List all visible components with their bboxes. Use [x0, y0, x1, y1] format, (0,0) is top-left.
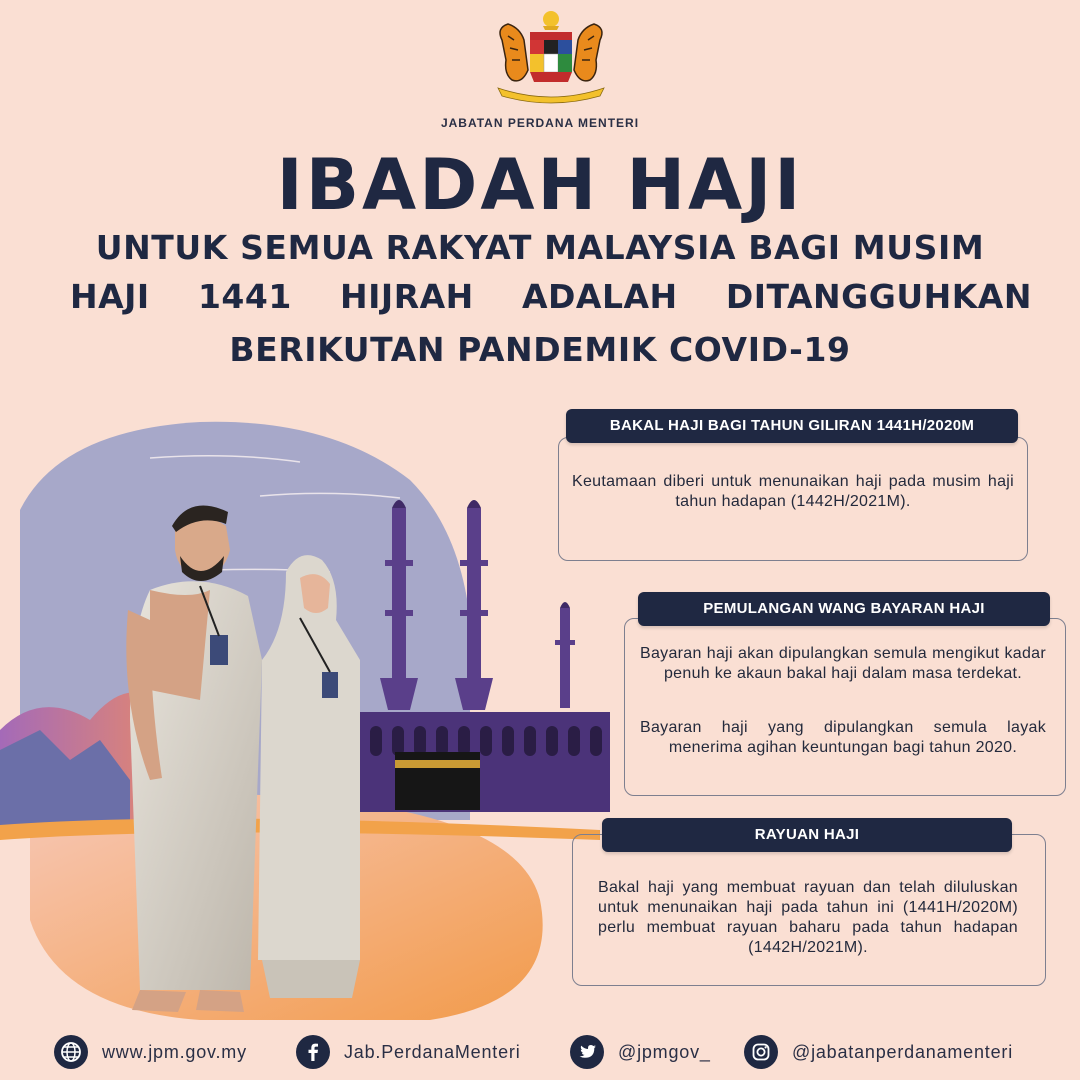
twitter-label: @jpmgov_ — [618, 1041, 711, 1062]
facebook-label: Jab.PerdanaMenteri — [344, 1041, 521, 1062]
panel-text: Bayaran haji akan dipulangkan semula mengikut kadar penuh ke akaun bakal haji dalam masa terdekat. — [640, 645, 1046, 682]
twitter-icon — [570, 1035, 604, 1069]
agency-name: JABATAN PERDANA MENTERI — [440, 116, 640, 130]
facebook-icon — [296, 1035, 330, 1069]
subtitle-line-2 — [70, 269, 1032, 325]
pilgrims-illustration — [0, 400, 640, 1020]
panel-tag: RAYUAN HAJI — [602, 818, 1012, 852]
panel-tag: BAKAL HAJI BAGI TAHUN GILIRAN 1441H/2020M — [566, 409, 1018, 443]
website-label: www.jpm.gov.my — [102, 1041, 247, 1062]
footer-social-bar — [0, 1022, 1080, 1080]
instagram-icon — [744, 1035, 778, 1069]
facebook-link[interactable] — [296, 1034, 521, 1070]
subtitle-line-1: UNTUK SEMUA RAKYAT MALAYSIA BAGI MUSIM — [95, 228, 985, 267]
page-title: IBADAH HAJI — [276, 144, 804, 226]
subtitle-word: HIJRAH — [340, 277, 474, 316]
instagram-label: @jabatanperdanamenteri — [792, 1041, 1014, 1062]
panel-text: Keutamaan diberi untuk menunaikan haji pada musim haji tahun hadapan (1442H/2021M). — [572, 473, 1014, 510]
twitter-link[interactable] — [570, 1034, 711, 1070]
subtitle-line-3: BERIKUTAN PANDEMIK COVID-19 — [229, 330, 851, 369]
panel-text: Bayaran haji yang dipulangkan semula layak menerima agihan keuntungan bagi tahun 2020. — [640, 719, 1046, 756]
subtitle-word: 1441 — [197, 277, 292, 316]
subtitle-word: DITANGGUHKAN — [725, 277, 1032, 316]
coat-of-arms-emblem — [490, 10, 612, 110]
panel-tag: PEMULANGAN WANG BAYARAN HAJI — [638, 592, 1050, 626]
globe-icon — [54, 1035, 88, 1069]
subtitle-word: HAJI — [70, 277, 150, 316]
panel-text: Bakal haji yang membuat rayuan dan telah diluluskan untuk menunaikan haji pada tahun ini (1441H/2020M) perlu membuat rayuan baharu pada tahun hadapan (1442H/2021M). — [598, 879, 1018, 956]
website-link[interactable] — [54, 1034, 247, 1070]
minaret-right — [555, 602, 575, 708]
instagram-link[interactable] — [744, 1034, 1013, 1070]
subtitle-word: ADALAH — [521, 277, 678, 316]
